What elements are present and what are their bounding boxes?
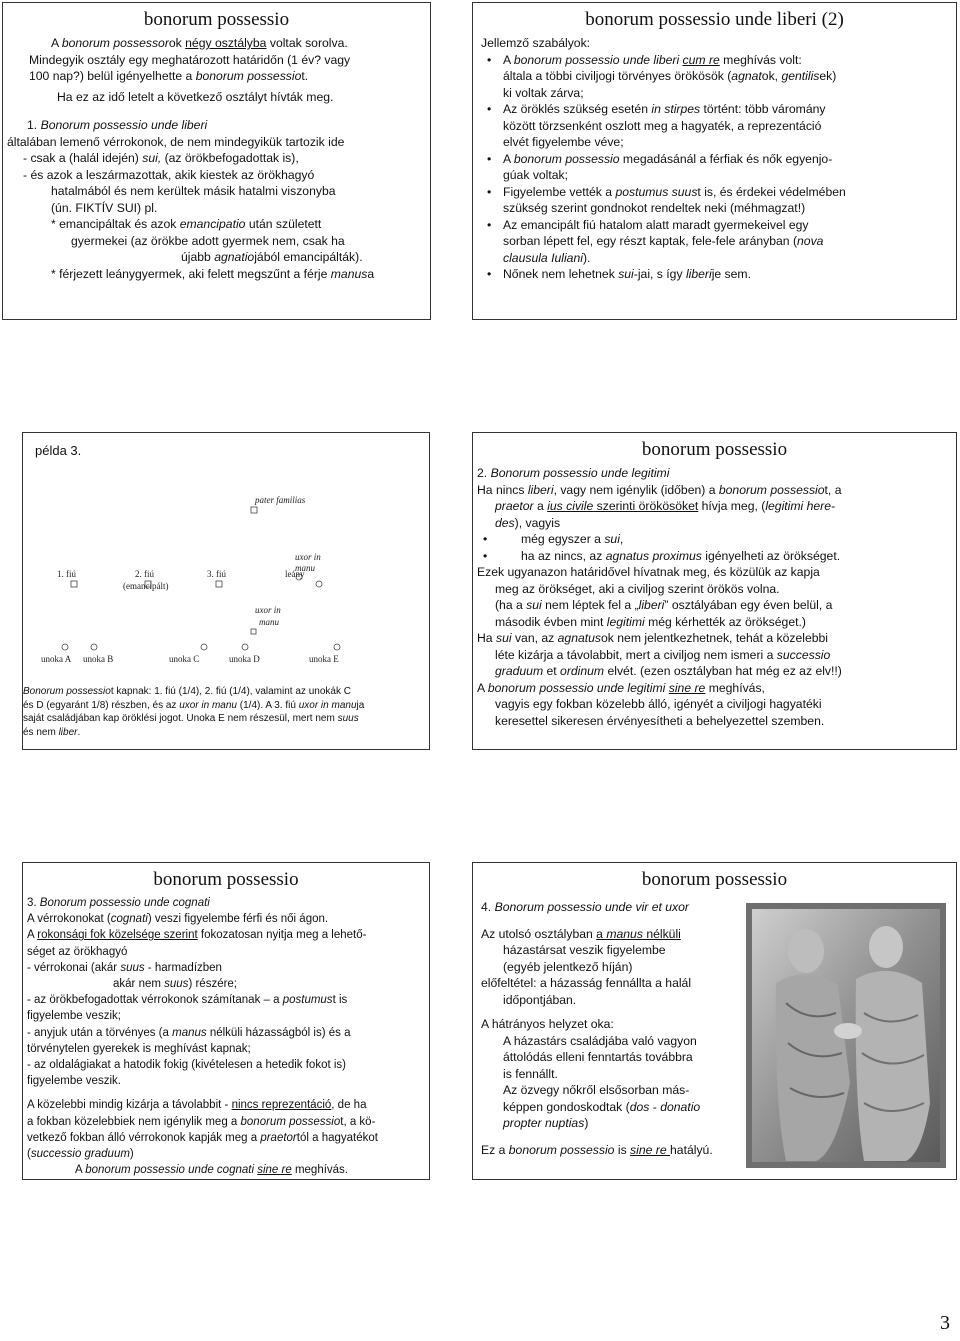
text-line: Ha nincs liberi, vagy nem igénylik (időben) a bonorum possessiot, a <box>477 482 842 497</box>
text-line: clausula Iuliani). <box>503 250 591 265</box>
text-line: törvénytelen gyerekek is meghívást kapnak; <box>27 1042 251 1055</box>
bullet-item: • Nőnek nem lehetnek sui-jai, s így liberije sem. <box>481 266 948 283</box>
slide-6 <box>472 862 957 1180</box>
text-line: ki voltak zárva; <box>503 85 584 100</box>
text-line: (egyéb jelentkező híján) <box>503 959 633 974</box>
roman-relief-image <box>746 903 946 1168</box>
grandchild-c-label: unoka C <box>169 654 200 664</box>
text-line: - vérrokonai (akár suus - harmadízben <box>27 961 222 974</box>
text-line: meg az örökséget, aki a civiljog szerint örökös volna. <box>495 581 780 596</box>
text-line: a fokban közelebbiek nem igénylik meg a bonorum possessiot, a kö- <box>27 1115 376 1128</box>
text-line: - az örökbefogadottak vérrokonok számítanak – a postumust is <box>27 994 348 1007</box>
uxor-label: uxor in <box>295 552 321 562</box>
text-line: házastársat veszik figyelembe <box>503 943 666 957</box>
grandchild-d-node <box>242 644 248 650</box>
son3-node <box>216 581 222 587</box>
text-line: A házastárs családjába való vagyon <box>503 1033 697 1048</box>
text-line: Az özvegy nőkről elsősorban más- <box>503 1083 690 1097</box>
text-line: A bonorum possessorok négy osztályba voltak sorolva. <box>51 36 348 50</box>
uxor2-label: uxor in <box>255 605 281 615</box>
bullet-item: • még egyszer a sui, <box>477 531 952 548</box>
text-line: - és azok a leszármazottak, akik kiestek az örökhagyó <box>23 167 315 182</box>
text-line: gúak voltak; <box>503 168 569 182</box>
bullet-item: • Az öröklés szükség esetén in stirpes történt: több váromány <box>481 101 948 118</box>
text-line: Ezek ugyanazon határidővel hívatnak meg, és közülük az kapja <box>477 565 820 579</box>
slide-1 <box>2 2 431 320</box>
slide-3 <box>22 432 430 750</box>
text-line: * férjezett leánygyermek, aki felett megszűnt a férje manusa <box>51 266 375 281</box>
text-line: 1. Bonorum possessio unde liberi <box>27 118 208 132</box>
text-line: keresettel sikeresen érvényesítheti a behelyezettel szemben. <box>495 713 825 728</box>
grandchild-b-node <box>91 644 97 650</box>
text-line: általában lemenő vérrokonok, de nem mindegyikük tartozik ide <box>7 134 345 149</box>
slide-body <box>473 35 956 283</box>
slide-5 <box>22 862 430 1180</box>
text-line: akár nem suus) részére; <box>113 978 238 991</box>
daughter-label: leány <box>285 569 305 579</box>
slide-title: bonorum possessio <box>153 869 299 890</box>
text-line: A vérrokonokat (cognati) veszi figyelembe férfi és női ágon. <box>27 913 329 926</box>
slide-title: bonorum possessio <box>143 9 290 30</box>
slide-title: bonorum possessio <box>641 869 788 890</box>
caption-line: és nem liber. <box>23 726 81 738</box>
text-line: áttolódás elleni fenntartás továbbra <box>503 1050 693 1064</box>
text-line: A bonorum possessio unde cognati sine re meghívás. <box>75 1164 348 1177</box>
text-line: 3. Bonorum possessio unde cognati <box>27 897 210 909</box>
slide-4 <box>472 432 957 750</box>
text-line: 2. Bonorum possessio unde legitimi <box>477 466 670 480</box>
text-line: vagyis egy fokban közelebb álló, igényét a civiljogi hagyatéki <box>495 697 822 711</box>
text-line: léte kizárja a távolabbit, mert a civiljog nem ismeri a successio <box>495 647 831 662</box>
grandchild-d-label: unoka D <box>229 654 260 664</box>
text-line: * emancipáltak és azok emancipatio után született <box>51 217 322 231</box>
text-line: Ha sui van, az agnatusok nem jelentkezhetnek, tehát a közelebbi <box>477 631 828 645</box>
text-line: - csak a (halál idején) sui, (az örökbefogadottak is), <box>23 151 299 165</box>
text-line: (ha a sui nem léptek fel a „liberi” osztályában egy éven belül, a <box>495 598 833 612</box>
text-line: sorban lépett fel, egy részt kaptak, fele-fele arányban (nova <box>503 234 824 248</box>
text-line: 4. Bonorum possessio unde vir et uxor <box>481 900 689 914</box>
daughter-node <box>316 581 322 587</box>
pater-familias-node <box>251 507 257 513</box>
caption-line: és D (egyaránt 1/8) részben, és az uxor in manu (1/4). A 3. fiú uxor in manuja <box>23 699 365 711</box>
text-line: A közelebbi mindig kizárja a távolabbit - nincs reprezentáció, de ha <box>27 1099 367 1112</box>
son1-label: 1. fiú <box>57 569 76 579</box>
text-line: A bonorum possessio unde legitimi sine re meghívás, <box>477 680 765 695</box>
slide-title: példa 3. <box>35 443 82 458</box>
grandchild-e-label: unoka E <box>309 654 339 664</box>
text-line: graduum et ordinum elvét. (ezen osztályban hat még ez az elv!!) <box>495 664 842 678</box>
text-line: A hátrányos helyzet oka: <box>481 1017 614 1031</box>
text-line: vetkező fokban álló vérrokonok kapják meg a praetortól a hagyatékot <box>27 1131 378 1144</box>
text-line: - az oldalágiakat a hatodik fokig (kivételesen a hetedik fokot is) <box>27 1059 346 1072</box>
text-line: - anyjuk után a törvényes (a manus nélküli házasságból is) és a <box>27 1026 351 1039</box>
text-line: Az utolsó osztályban a manus nélküli <box>481 926 681 941</box>
text-line: A rokonsági fok közelsége szerint fokozatosan nyitja meg a lehető- <box>27 929 367 942</box>
text-line: második évben mint legitimi még kérhették az örökséget.) <box>495 614 806 629</box>
slide-title: bonorum possessio <box>641 439 788 460</box>
grandchild-a-node <box>62 644 68 650</box>
bullet-item: • A bonorum possessio unde liberi cum re meghívás volt: <box>481 52 948 69</box>
family-tree-diagram <box>23 463 429 703</box>
text-line: (successio graduum) <box>27 1148 134 1161</box>
slide-title: bonorum possessio unde liberi (2) <box>585 9 844 30</box>
text-line: 100 nap?) belül igényelhette a bonorum possessiot. <box>29 69 309 83</box>
text-line: időpontjában. <box>503 992 577 1007</box>
caption-line: Bonorum possessiot kapnak: 1. fiú (1/4), 2. fiú (1/4), valamint az unokák C <box>23 686 351 697</box>
text-line: Ez a bonorum possessio is sine re hatályú. <box>481 1142 713 1157</box>
text-line: elvét figyelembe véve; <box>503 135 624 149</box>
text-line: figyelembe veszik; <box>27 1010 121 1023</box>
caption <box>23 685 427 739</box>
text-line: propter nuptias) <box>503 1116 589 1130</box>
son2-sublabel: (emancipált) <box>123 581 169 591</box>
text-line: Mindegyik osztály egy meghatározott határidőn (1 év? vagy <box>29 52 351 67</box>
text-line: Ha ez az idő letelt a következő osztályt hívták meg. <box>57 89 334 104</box>
text-line: Jellemző szabályok: <box>481 36 591 50</box>
slide-2 <box>472 2 957 320</box>
son1-node <box>71 581 77 587</box>
son3-label: 3. fiú <box>207 569 226 579</box>
text-line: között törzsenként oszlott meg a hagyaték, a reprezentáció <box>503 118 822 133</box>
grandchild-b-label: unoka B <box>83 654 114 664</box>
bullet-item: • Az emancipált fiú hatalom alatt maradt gyermekeivel egy <box>481 217 948 234</box>
text-line: gyermekei (az örökbe adott gyermek nem, csak ha <box>71 233 345 248</box>
bullet-item: • Figyelembe vették a postumus suust is, és érdekei védelmében <box>481 184 948 201</box>
text-line: általa a többi civiljogi törvényes örökösök (agnatok, gentilisek) <box>503 69 837 83</box>
grandchild-e-node <box>334 644 340 650</box>
text-line: séget az örökhagyó <box>27 945 128 958</box>
uxor2-node <box>251 629 256 634</box>
uxor-label: manu <box>295 563 315 573</box>
pater-familias-label: pater familias <box>255 495 306 505</box>
text-line: hatalmából és nem kerültek másik hatalmi viszonyba <box>51 184 336 198</box>
slide-body <box>473 465 956 729</box>
text-line: des), vagyis <box>495 515 561 530</box>
bullet-item: • ha az nincs, az agnatus proximus igényelheti az örökséget. <box>477 548 952 565</box>
bullet-item: • A bonorum possessio megadásánál a férfiak és nők egyenjo- <box>481 151 948 168</box>
text-line: újabb agnatiojából emancipálták). <box>181 250 363 264</box>
text-line: képpen gondoskodtak (dos - donatio <box>503 1099 701 1114</box>
text-line: előfeltétel: a házasság fennállta a halál <box>481 976 692 990</box>
text-line: szükség szerint gondnokot rendeltek neki (méhmagzat!) <box>503 201 806 215</box>
uxor2-label: manu <box>259 617 279 627</box>
son2-label: 2. fiú <box>135 569 154 579</box>
caption-line: saját családjában kap öröklési jogot. Unoka E nem részesül, mert nem suus <box>23 713 359 724</box>
text-line: is fennállt. <box>503 1066 558 1081</box>
text-line: figyelembe veszik. <box>27 1075 121 1088</box>
slide-body <box>3 35 430 282</box>
grandchild-c-node <box>201 644 207 650</box>
text-line: (ún. FIKTÍV SUI) pl. <box>51 200 158 215</box>
slide-body <box>23 895 429 1178</box>
text-line: praetor a ius civile szerinti örökösöket hívja meg, (legitimi here- <box>495 499 836 513</box>
grandchild-a-label: unoka A <box>41 654 72 664</box>
page-number: 3 <box>940 1312 950 1334</box>
